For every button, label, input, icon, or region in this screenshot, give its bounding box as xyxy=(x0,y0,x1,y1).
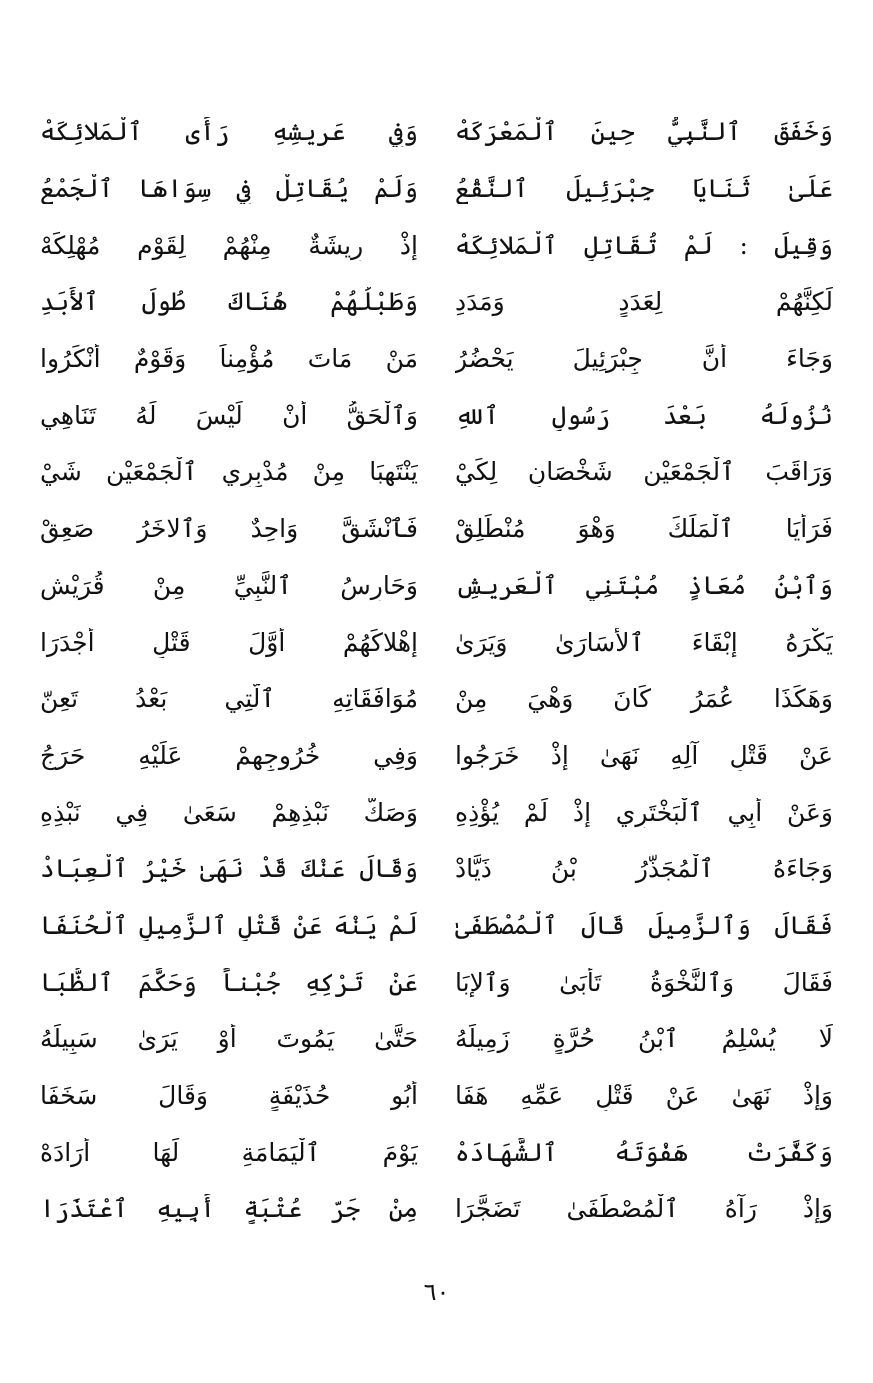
verse-right-hemistich: وَجَاءَ أَنَّ جِبْرَئِيلَ يَحْضُرُ xyxy=(455,344,833,374)
verse-row xyxy=(40,784,833,841)
verse-row xyxy=(40,841,833,898)
verse-right-hemistich: وَهَكَذَا عُمَرُ كَانَ وَهْيَ مِنْ xyxy=(455,684,833,714)
verse-right-hemistich: وَجَاءَهُ ٱلْمُجَذَّرُ بْنُ ذَيَّادْ xyxy=(455,854,833,884)
verse-left-hemistich: وَقَالَ عَنْكَ قَدْ نَهَىٰ خَيْرُ ٱلْعِبَادْ xyxy=(40,854,418,884)
verse-right-hemistich: فَقَالَ وَٱلزَّمِيلَ قَالَ ٱلْمُصْطَفَىٰ xyxy=(455,910,833,940)
verse-left-hemistich: يَوْمَ ٱلْيَمَامَةِ لَهَا أَرَادَهْ xyxy=(40,1137,418,1167)
verse-row xyxy=(40,217,833,274)
verse-left-hemistich: فَٱنْشَقَّ وَاحِدٌ وَٱلاخَرُ صَعِقْ xyxy=(40,514,418,544)
verse-row xyxy=(40,331,833,388)
verse-right-hemistich: وَإِذْ نَهَىٰ عَنْ قَتْلِ عَمِّهِ هَفَا xyxy=(455,1081,833,1111)
verse-row xyxy=(40,274,833,331)
verse-row xyxy=(40,671,833,728)
verse-left-hemistich: عَنْ تَرْكِهِ جُبْناً وَحَكَّمَ ٱلظُّبَا xyxy=(40,967,418,997)
verse-left-hemistich: لَمْ يَنْهَ عَنْ قَتْلِ ٱلزَّمِيلِ ٱلْحُنَفَا xyxy=(40,910,418,940)
verse-row xyxy=(40,444,833,501)
verse-right-hemistich: وَعَنْ أَبِي ٱلْبَخْتَرِي إِذْ لَمْ يُؤْذِهِ xyxy=(455,797,833,827)
verse-left-hemistich: إِهْلاكَهُمْ أَوَّلَ قَتْلٍ أَجْدَرَا xyxy=(40,627,418,657)
verse-row xyxy=(40,1124,833,1181)
verse-left-hemistich: إِذْ رِيشَةٌ مِنْهُمْ لِقَوْمٍ مُهْلِكَهْ xyxy=(40,230,418,260)
verse-left-hemistich: وَصَكٌّ نَبْذِهِمْ سَعَىٰ فِي نَبْذِهِ xyxy=(40,797,418,827)
verse-left-hemistich: مِنْ جَرِّ عُتْبَةٍ أَبِيهِ ٱعْتَذَرَا xyxy=(40,1194,418,1224)
verse-right-hemistich: عَنْ قَتْلِ آلِهِ نَهَىٰ إِذْ خَرَجُوا xyxy=(455,740,833,770)
verse-left-hemistich: وَفِي خُرُوجِهِمْ عَلَيْهِ حَرَجُ xyxy=(40,740,418,770)
verse-left-hemistich: أَبُو حُذَيْفَةٍ وَقَالَ سَخَفَا xyxy=(40,1081,418,1111)
verse-left-hemistich: وَحَارِسُ ٱلنَّبِيِّ مِنْ قُرَيْشِ xyxy=(40,570,418,600)
verse-right-hemistich: وَإِذْ رَآهُ ٱلْمُصْطَفَىٰ تَضَجَّرَا xyxy=(455,1194,833,1224)
verse-right-hemistich: عَلَىٰ ثَنَايَا جِبْرَئِيلَ ٱلنَّقْعُ xyxy=(455,174,833,204)
verse-row xyxy=(40,898,833,955)
verse-right-hemistich: وَٱبْنُ مُعَاذٍ مُبْتَنِي ٱلْعَرِيشِ xyxy=(455,570,833,600)
verse-left-hemistich: يَنْتَهِبَا مِنْ مُدْبِرِي ٱلْجَمْعَيْنِ شَيْ xyxy=(40,457,418,487)
verse-right-hemistich: يَكْرَهُ إِبْقَاءَ ٱلأُسَارَىٰ وَيَرَىٰ xyxy=(455,627,833,657)
page-number: ٦٠ xyxy=(423,1278,450,1306)
verse-right-hemistich: لَا يُسْلِمُ ٱبْنُ حُرَّةٍ زَمِيلَهُ xyxy=(455,1024,833,1054)
verse-right-hemistich: فَرَأَيَا ٱلْمَلَكَ وَهْوَ مُنْطَلِقْ xyxy=(455,514,833,544)
verse-left-hemistich: وَلَمْ يُقَاتِلْ فِي سِوَاهَا ٱلْجَمْعُ xyxy=(40,174,418,204)
verse-row xyxy=(40,1068,833,1125)
verse-row xyxy=(40,728,833,785)
verse-row xyxy=(40,1011,833,1068)
verse-right-hemistich: نُزُولَهُ بَعْدَ رَسُولِ ٱللهِ xyxy=(455,400,833,430)
verse-row xyxy=(40,614,833,671)
verse-right-hemistich: وَخَفَقَ ٱلنَّبِيُّ حِينَ ٱلْمَعْرَكَهْ xyxy=(455,117,833,147)
verse-row xyxy=(40,954,833,1011)
verse-row xyxy=(40,161,833,218)
verse-right-hemistich: وَرَاقَبَ ٱلْجَمْعَيْنِ شَخْصَانِ لِكَيْ xyxy=(455,457,833,487)
verse-left-hemistich: مَنْ مَاتَ مُؤْمِناً وَقَوْمٌ أَنْكَرُوا xyxy=(40,344,418,374)
verse-left-hemistich: وَطَبْلُهُمْ هُنَاكَ طُولَ ٱلأَبَدِ xyxy=(40,287,418,317)
verse-row xyxy=(40,501,833,558)
verse-left-hemistich: وَٱلْحَقُّ أَنْ لَيْسَ لَهُ تَنَاهِي xyxy=(40,400,418,430)
verse-right-hemistich: وَقِيلَ : لَمْ تُقَاتِلِ ٱلْمَلائِكَهْ xyxy=(455,230,833,260)
verse-row xyxy=(40,558,833,615)
verse-left-hemistich: مُوَافَقَاتِهِ ٱلَّتِي بَعْدُ تَعِنّ xyxy=(40,684,418,714)
verse-right-hemistich: فَقَالَ وَٱلنَّخْوَةُ تَأْبَىٰ وَٱلإِبَا xyxy=(455,967,833,997)
verse-row xyxy=(40,1181,833,1238)
verse-left-hemistich: حَتَّىٰ يَمُوتَ أَوْ يَرَىٰ سَبِيلَهُ xyxy=(40,1024,418,1054)
verse-row xyxy=(40,104,833,161)
verse-right-hemistich: لَكِنَّهُمْ لِعَدَدٍ وَمَدَدِ xyxy=(455,287,833,317)
verse-left-hemistich: وَفِي عَرِيشِهِ رَأَى ٱلْمَلائِكَهْ xyxy=(40,117,418,147)
poem-body xyxy=(40,104,833,1238)
verse-right-hemistich: وَكَفَّرَتْ هَفْوَتَهُ ٱلشَّهَادَهْ xyxy=(455,1137,833,1167)
verse-row xyxy=(40,387,833,444)
